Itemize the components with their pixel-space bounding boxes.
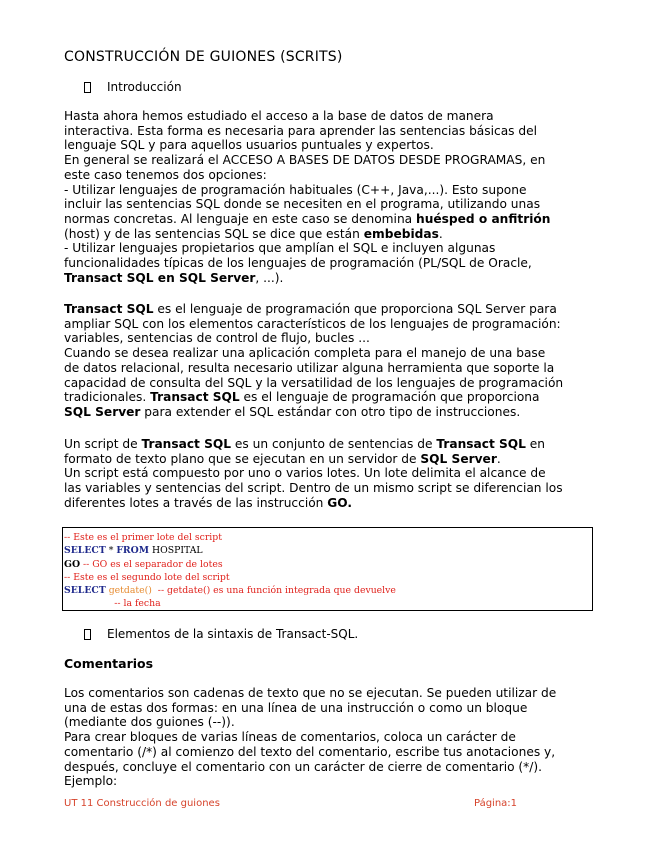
page-title: CONSTRUCCIÓN DE GUIONES (SCRITS) (64, 49, 343, 65)
text-line: Hasta ahora hemos estudiado el acceso a la base de datos de manera (64, 109, 494, 123)
text-line: lenguaje SQL y para aquellos usuarios puntuales y expertos. (64, 138, 434, 153)
text-line: de datos relacional, resulta necesario utilizar alguna herramienta que soporte la (64, 360, 555, 375)
footer-unit-title: UT 11 Construcción de guiones (64, 798, 220, 809)
text-line: Transact SQL es el lenguaje de programación que proporciona SQL Server para (64, 302, 557, 316)
text-line: interactiva. Esta forma es necesaria para aprender las sentencias básicas del (64, 123, 538, 138)
paragraph-script (64, 437, 591, 511)
code-line: SELECT getdate() -- getdate() es una función integrada que devuelve (64, 585, 396, 597)
text-line: Un script está compuesto por uno o varios lotes. Un lote delimita el alcance de (64, 466, 546, 481)
text-line: funcionalidades típicas de los lenguajes de programación (PL/SQL de Oracle, (64, 256, 532, 271)
text-line: Para crear bloques de varias líneas de comentarios, coloca un carácter de (64, 730, 516, 745)
text-line: Ejemplo: (64, 774, 118, 789)
text-line: normas concretas. Al lenguaje en este caso se denomina huésped o anfitrión (64, 211, 551, 226)
text-line: - Utilizar lenguajes propietarios que amplían el SQL e incluyen algunas (64, 241, 496, 256)
code-line: GO -- GO es el separador de lotes (64, 558, 223, 570)
text-line: (host) y de las sentencias SQL se dice que están embebidas. (64, 226, 443, 241)
bullet-box-icon (84, 629, 91, 640)
code-comment-line: -- la fecha (64, 598, 161, 610)
text-line: ampliar SQL con los elementos característicos de los lenguajes de programación: (64, 316, 561, 331)
text-line: formato de texto plano que se ejecutan en un servidor de SQL Server. (64, 451, 501, 466)
text-line: incluir las sentencias SQL donde se necesiten en el programa, utilizando unas (64, 197, 541, 212)
text-line: En general se realizará el ACCESO A BASES DE DATOS DESDE PROGRAMAS, en (64, 153, 546, 168)
bullet-elementos (84, 627, 358, 641)
bullet-label: Elementos de la sintaxis de Transact-SQL. (107, 627, 359, 641)
text-line: variables, sentencias de control de flujo, bucles ... (64, 331, 370, 346)
section-heading-comentarios: Comentarios (64, 656, 154, 671)
footer-page-number: Página:1 (474, 798, 518, 809)
text-line: este caso tenemos dos opciones: (64, 167, 267, 182)
text-line: diferentes lotes a través de las instrucción GO. (64, 495, 352, 510)
paragraph-comentarios (64, 686, 591, 789)
text-line: Cuando se desea realizar una aplicación completa para el manejo de una base (64, 346, 546, 361)
text-line: SQL Server para extender el SQL estándar con otro tipo de instrucciones. (64, 404, 521, 419)
text-line: - Utilizar lenguajes de programación habituales (C++, Java,...). Esto supone (64, 182, 527, 197)
bullet-introduccion (84, 80, 182, 94)
text-line: (mediante dos guiones (--)). (64, 715, 235, 730)
code-comment-line: -- Este es el primer lote del script (64, 532, 222, 543)
paragraph-transact (64, 302, 591, 420)
bullet-label: Introducción (107, 80, 182, 94)
text-line: comentario (/*) al comienzo del texto del comentario, escribe tus anotaciones y, (64, 744, 556, 759)
code-line: SELECT * FROM HOSPITAL (64, 545, 203, 557)
text-line: Los comentarios son cadenas de texto que no se ejecutan. Se pueden utilizar de (64, 686, 557, 700)
text-line: capacidad de consulta del SQL y la versatilidad de los lenguajes de programación (64, 375, 564, 390)
code-block (62, 527, 593, 611)
text-line: las variables y sentencias del script. Dentro de un mismo script se diferencian los (64, 481, 563, 496)
text-line: después, concluye el comentario con un carácter de cierre de comentario (*/). (64, 759, 543, 774)
text-line: tradicionales. Transact SQL es el lenguaje de programación que proporciona (64, 390, 540, 405)
text-line: Un script de Transact SQL es un conjunto de sentencias de Transact SQL en (64, 437, 546, 451)
text-line: Transact SQL en SQL Server, ...). (64, 270, 284, 285)
bullet-box-icon (84, 82, 91, 93)
text-line: una de estas dos formas: en una línea de una instrucción o como un bloque (64, 700, 528, 715)
paragraph-intro (64, 109, 591, 285)
code-comment-line: -- Este es el segundo lote del script (64, 571, 230, 583)
